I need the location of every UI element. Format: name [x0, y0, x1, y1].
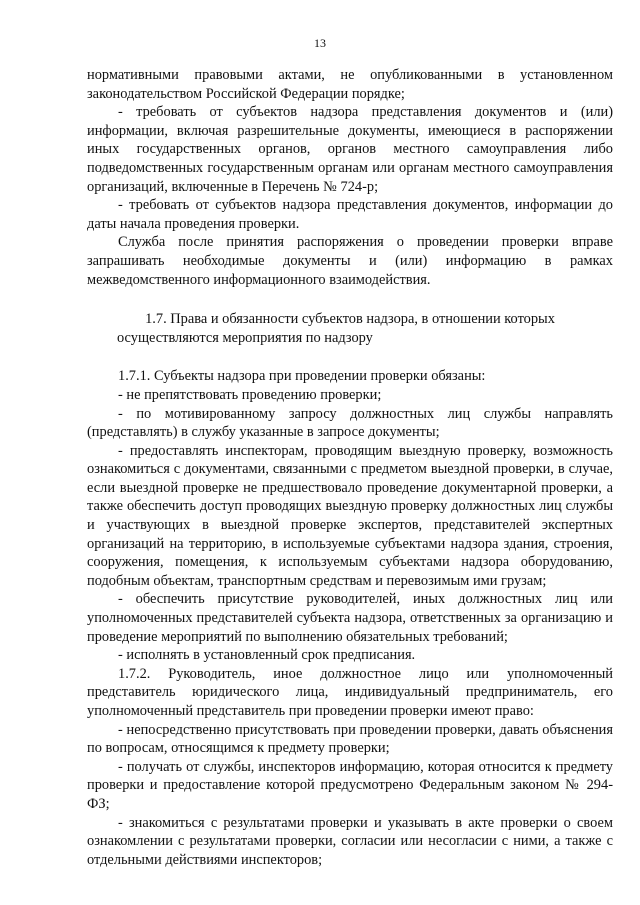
list-item: - непосредственно присутствовать при проведении проверки, давать объяснения по вопросам, относящимся к предмету проверки;: [87, 721, 613, 757]
section-heading: 1.7. Права и обязанности субъектов надзора, в отношении которых осуществляются мероприятия по надзору: [117, 311, 555, 346]
list-item: - обеспечить присутствие руководителей, иных должностных лиц или уполномоченных представителей субъекта надзора, ответственных за организацию и проведение мероприятий по выполнению обязательных требований;: [87, 591, 613, 645]
paragraph: Служба после принятия распоряжения о проведении проверки вправе запрашивать необходимые документы и (или) информацию в рамках межведомственного информационного взаимодействия.: [87, 234, 613, 288]
list-item: - по мотивированному запросу должностных лиц службы направлять (представлять) в службу указанные в запросе документы;: [87, 405, 613, 441]
list-item: - предоставлять инспекторам, проводящим выездную проверку, возможность ознакомиться с документами, связанными с предметом выездной проверки, в случае, если выездной проверке не предшествовало проведение документарной проверки, а также обеспечить доступ проводящих выездную проверку должностных лиц службы и участвующих в выездной проверке экспертов, представителей экспертных организаций на территорию, в используемые субъектами надзора здания, строения, сооружения, помещения, к используемым субъектами надзора оборудованию, подобным объектам, транспортным средствам и перевозимым ими грузам;: [87, 442, 613, 589]
page-number: 13: [314, 36, 326, 50]
list-item: - требовать от субъектов надзора представления документов и (или) информации, включая разрешительные документы, имеющиеся в распоряжении иных государственных органов, органов местного самоуправления либо подведомственных государственным органам или органам местного самоуправления организаций, включенные в Перечень № 724-р;: [87, 104, 613, 195]
paragraph: 1.7.2. Руководитель, иное должностное лицо или уполномоченный представитель юридического лица, индивидуальный предприниматель, его уполномоченный представитель при проведении проверки имеют право:: [87, 665, 613, 719]
list-item: - не препятствовать проведению проверки;: [118, 386, 382, 403]
document-body: [87, 66, 613, 869]
list-item: - знакомиться с результатами проверки и указывать в акте проверки о своем ознакомлении с результатами проверки, согласии или несогласии с ними, а также с отдельными действиями инспекторов;: [87, 814, 613, 868]
list-item: - требовать от субъектов надзора представления документов, информации до даты начала проведения проверки.: [87, 197, 613, 232]
list-item: - исполнять в установленный срок предписания.: [118, 647, 416, 664]
paragraph: нормативными правовыми актами, не опубликованными в установленном законодательством Российской Федерации порядке;: [87, 67, 613, 102]
list-item: - получать от службы, инспекторов информацию, которая относится к предмету проверки и предоставление которой предусмотрено Федеральным законом № 294-ФЗ;: [87, 758, 613, 812]
paragraph: 1.7.1. Субъекты надзора при проведении проверки обязаны:: [118, 368, 486, 385]
